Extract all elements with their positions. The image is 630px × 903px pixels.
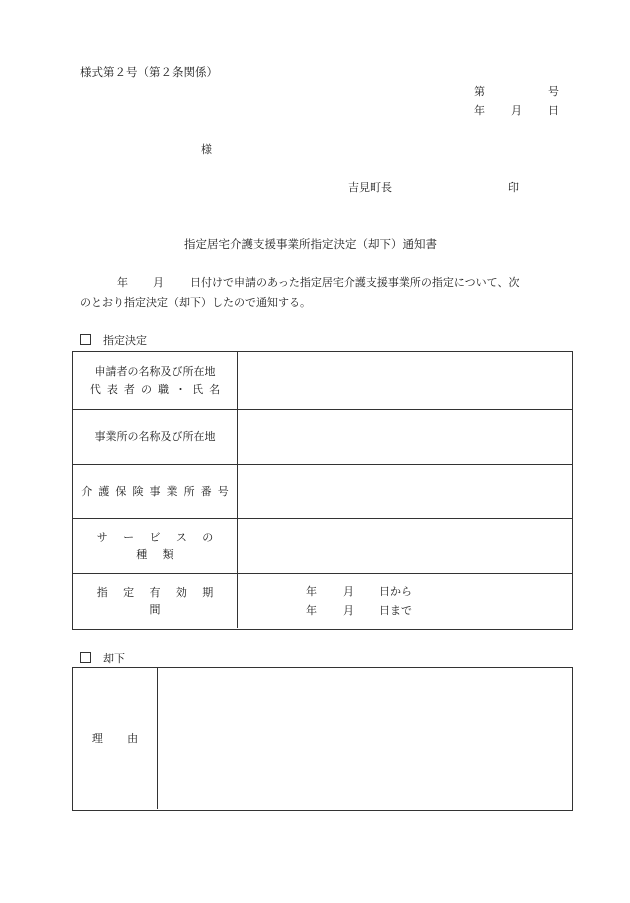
period-from-year: 年 <box>306 585 317 598</box>
issuer-name: 吉見町長 <box>348 181 392 194</box>
recipient-sama: 様 <box>201 143 212 156</box>
label-reason-text: 理 由 <box>91 731 145 745</box>
approval-heading-label: 指定決定 <box>103 334 147 347</box>
reject-checkbox[interactable] <box>80 652 91 663</box>
period-to-year: 年 <box>306 604 317 617</box>
label-insurance-number <box>73 465 237 518</box>
label-validity-period <box>73 574 237 628</box>
form-number: 様式第２号（第２条関係） <box>80 65 218 79</box>
date-month-label: 月 <box>511 104 522 117</box>
period-to: 日まで <box>379 604 412 617</box>
body-year: 年 <box>117 276 128 289</box>
reject-table-divider <box>157 667 158 809</box>
approval-table-divider <box>237 351 238 628</box>
date-year-label: 年 <box>474 104 485 117</box>
label-validity-period-text: 指定有効期間 <box>96 585 229 616</box>
period-to-month: 月 <box>343 604 354 617</box>
label-reason <box>73 668 157 809</box>
label-applicant-line2: 代表者の職・氏名 <box>89 382 227 396</box>
reject-section-heading <box>80 652 125 664</box>
approval-section-heading <box>80 334 147 346</box>
number-label-dai: 第 <box>474 85 485 98</box>
label-office-text: 事業所の名称及び所在地 <box>94 430 216 444</box>
label-office <box>73 410 237 464</box>
label-applicant <box>73 352 237 409</box>
date-day-label: 日 <box>548 104 559 117</box>
reject-heading-label: 却下 <box>103 652 125 665</box>
body-line2: のとおり指定決定（却下）したので通知する。 <box>80 296 311 309</box>
body-month: 月 <box>153 276 164 289</box>
document-title: 指定居宅介護支援事業所指定決定（却下）通知書 <box>184 237 437 251</box>
body-line1: 日付けで申請のあった指定居宅介護支援事業所の指定について、次 <box>190 276 520 289</box>
seal-mark: 印 <box>508 181 519 194</box>
label-service-type <box>73 519 237 573</box>
period-from-month: 月 <box>343 585 354 598</box>
period-from: 日から <box>379 585 412 598</box>
label-applicant-line1: 申請者の名称及び所在地 <box>94 365 216 379</box>
number-label-go: 号 <box>548 85 559 98</box>
approval-checkbox[interactable] <box>80 334 91 345</box>
label-insurance-number-text: 介護保険事業所番号 <box>81 484 235 498</box>
label-service-type-text: サービスの種類 <box>96 530 229 561</box>
